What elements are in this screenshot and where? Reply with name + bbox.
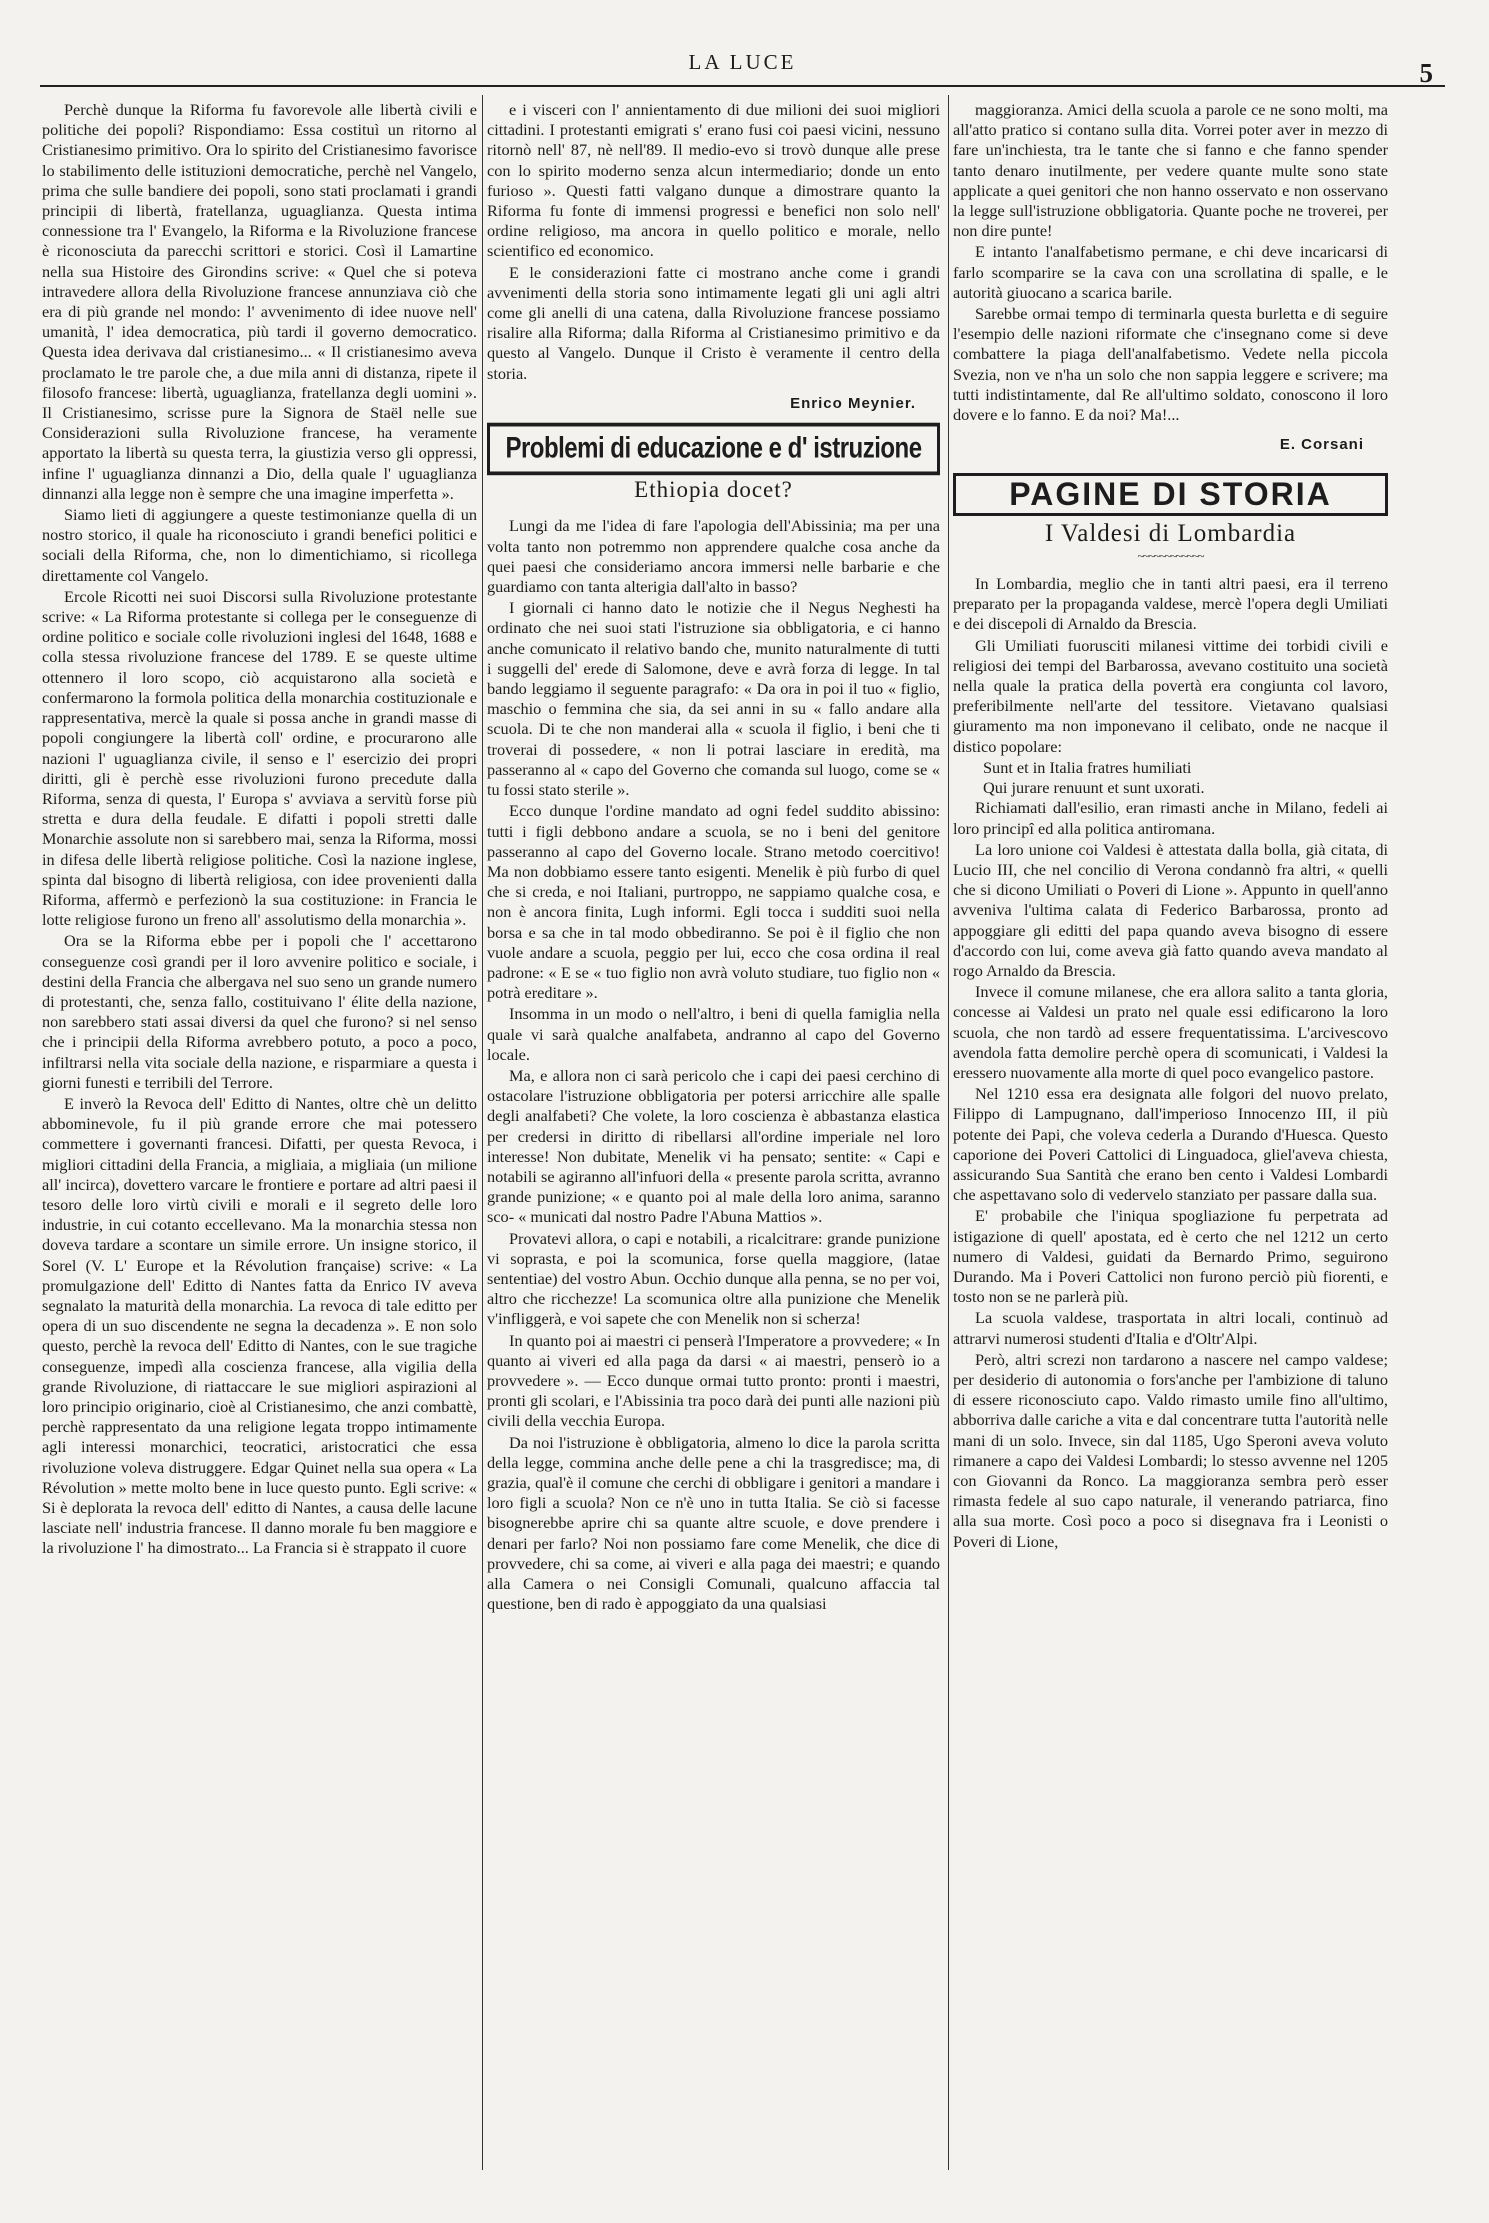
paragraph: Insomma in un modo o nell'altro, i beni di quella famiglia nella quale vi sarà qualche analfabeta, andranno al capo del Governo locale.: [487, 1004, 940, 1064]
newspaper-title: LA LUCE: [688, 50, 797, 74]
paragraph: E intanto l'analfabetismo permane, e chi deve incaricarsi di farlo scomparire se la cava con una scrollatina di spalle, e le autorità giuocano a scarica barile.: [953, 242, 1388, 302]
verse-line: Sunt et in Italia fratres humiliati: [983, 757, 1192, 777]
paragraph: Perchè dunque la Riforma fu favorevole alle libertà civili e politiche dei popoli? Rispondiamo: Essa costituì un ritorno al Cristianesimo primitivo. Ora lo spirito del Cristianesimo favorisce lo stabilimento delle istituzioni democratiche, perchè nel Vangelo, prima che sulle bandiere dei popoli, sono stati proclamati i grandi principii di libertà, fratellanza, uguaglianza. Questa intima connessione tra l' Evangelo, la Riforma e la Rivoluzione francese è riconosciuta da parecchi scrittori e storici. Così il Lamartine nella sua Histoire des Girondins scrive: « Quel che si poteva intravedere allora della Rivoluzione francese annunziava ciò che era di più grande nel mondo: l' avvenimento di idee nuove nell' umanità, l' idea democratica, più tardi il governo democratico. Questa idea derivava dal cristianesimo... « Il cristianesimo aveva proclamato le tre parole che, a due mila anni di distanza, ripete il filosofo francese: libertà, uguaglianza, fratellanza degli uomini ». Il Cristianesimo, scrisse pure la Signora de Staël nelle sue Considerazioni sulla Rivoluzione francese, ha veramente apportato la libertà su questa terra, la giustizia verso gli oppressi, infine l' uguaglianza dinnanzi a Dio, della quale l' uguaglianza dinnanzi alla legge non è sempre che una imagine imperfetta ».: [42, 100, 477, 503]
paragraph: I giornali ci hanno dato le notizie che il Negus Neghesti ha ordinato che nei suoi stati l'istruzione sia obbligatoria, e ci hanno anche comunicato il relativo bando che, munito naturalmente di tutti i suggelli del' erede di Salomone, deve e avrà forza di legge. In tal bando leggiamo il seguente paragrafo: « Da ora in poi il tuo « figlio, maschio o femmina che sia, da sei anni in su « fallo andare alla scuola. Di te che non manderai alla « scuola il figlio, i beni che ti troverai di possedere, « non li potrai lasciare in eredità, ma passeranno al « capo del Governo che comanda sul luogo, come se « tu fossi stato sterile ».: [487, 598, 940, 800]
paragraph: In Lombardia, meglio che in tanti altri paesi, era il terreno preparato per la propaganda valdese, mercè l'opera degli Umiliati e dei discepoli di Arnaldo da Brescia.: [953, 574, 1388, 634]
column-divider: [482, 95, 483, 2170]
column-1: [42, 100, 477, 2195]
paragraph: E le considerazioni fatte ci mostrano anche come i grandi avvenimenti della storia sono intimamente legati gli uni agli altri come gli anelli di una catena, dalla Rivoluzione francese possiamo risalire alla Riforma; dalla Riforma al Cristianesimo primitivo e da questo al Vangelo. Dunque il Cristo è veramente il centro della storia.: [487, 262, 940, 383]
decorative-divider: ~~~~~~~~~~~~: [1137, 548, 1204, 563]
paragraph: Gli Umiliati fuorusciti milanesi vittime dei torbidi civili e religiosi dei tempi del Barbarossa, avevano costituito una società nella quale la pratica della povertà era congiunta col lavoro, preferibilmente nell'arte del tessitore. Vietavano qualsiasi giuramento ma non imponevano il celibato, onde ne nacque il distico popolare:: [953, 635, 1388, 756]
page-header: [40, 40, 1445, 100]
section-heading: Problemi di educazione e d' istruzione: [487, 423, 940, 476]
column-3: [953, 100, 1388, 2195]
header-rule: [40, 85, 1445, 87]
paragraph: Siamo lieti di aggiungere a queste testimonianze quella di un nostro storico, il quale ha riconosciuto i grandi benefici politici e sociali della Riforma, che, non lo dimentichiamo, si ricollega direttamente col Vangelo.: [42, 505, 477, 585]
verse-line: Qui jurare renuunt et sunt uxorati.: [983, 778, 1205, 798]
article-title: Ethiopia docet?: [634, 477, 793, 503]
paragraph: Sarebbe ormai tempo di terminarla questa burletta e di seguire l'esempio delle nazioni riformate che c'insegnano come si deve combattere la piaga dell'analfabetismo. Vedete nella piccola Svezia, non ve n'ha un solo che non sappia leggere e scrivere; ma tutti indistintamente, dal Re all'ultimo soldato, conoscono il loro dovere e lo fanno. E da noi? Ma!...: [953, 304, 1388, 425]
paragraph: Lungi da me l'idea di fare l'apologia dell'Abissinia; ma per una volta tanto non potremmo non apprendere qualche cosa anche da quei paesi che consideriamo ancora immersi nelle barbarie e che guardiamo con tanta alterigia dall'alto in basso?: [487, 516, 940, 597]
paragraph: e i visceri con l' annientamento di due milioni dei suoi migliori cittadini. I protestanti emigrati s' erano fusi coi paesi vicini, nessuno ritornò nell' 87, nè nell'89. Il medio-evo si trovò dunque alle prese con lo spirito moderno senza alcun intermediario; donde un ento furioso ». Questi fatti valgano dunque a dimostrare quanto la Riforma fu fonte di immensi progressi e benefici non solo nell' ordine religioso, ma ancora in quello politico e morale, nello scientifico ed economico.: [487, 100, 940, 261]
paragraph: In quanto poi ai maestri ci penserà l'Imperatore a provvedere; « In quanto ai viveri ed alla paga da darsi « ai maestri, penserò io a provvedere ». — Ecco dunque ormai tutto pronto: pronti i maestri, pronti gli scolari, e l'Abissinia tra poco darà dei punti alle nazioni più civili della vecchia Europa.: [487, 1330, 940, 1431]
paragraph: La scuola valdese, trasportata in altri locali, continuò ad attrarvi numerosi studenti d'Italia e d'Oltr'Alpi.: [953, 1308, 1388, 1348]
paragraph: E inverò la Revoca dell' Editto di Nantes, oltre chè un delitto abbominevole, fu il più grande errore che mai potessero commettere i governanti francesi. Difatti, per questa Revoca, i migliori cittadini della Francia, a migliaia, a migliaia (un milione all' incirca), dovettero varcare le frontiere e portare ad altri paesi il tesoro delle loro virtù civili e morali e il segreto delle loro industrie, in cui cotanto eccellevano. Ma la monarchia stessa non doveva tardare a scontare un simile errore. Un insigne storico, il Sorel (V. L' Europe et la Révolution française) scrive: « La promulgazione dell' Editto di Nantes fatta da Enrico IV aveva segnalato la maturità della monarchia. La revoca di tale editto per opera di un suo discendente ne segna la decadenza ». E non solo questo, perchè la revoca dell' Editto di Nantes, con le sue tragiche conseguenze, impedì alla coscienza francese, alla vigilia della grande Rivoluzione, di riattaccare le sue migliori aspirazioni al loro principio originario, cioè al Cristianesimo, che anzi combattè, perchè rappresentato da una religione legata troppo intimamente agli interessi monarchici, teocratici, aristocratici che essa rivoluzione voleva distruggere. Edgar Quinet nella sua opera « La Révolution » mette molto bene in luce questo punto. Egli scrive: « Si è deplorata la revoca dell' editto di Nantes, a causa delle lacune lasciate nell' industria francese. Il danno morale fu ben maggiore e la rivoluzione l' ha dimostrato... La Francia si è strappato il cuore: [42, 1093, 477, 1558]
column-2: [487, 100, 940, 2195]
author-signature: E. Corsani: [1279, 436, 1364, 454]
paragraph: Ma, e allora non ci sarà pericolo che i capi dei paesi cerchino di ostacolare l'istruzione obbligatoria per potersi arricchire alle spalle degli analfabeti? Che volete, la loro coscienza è abbastanza elastica per credersi in diritto di ribellarsi all'ordine imperiale nel loro interesse! Non dubitate, Menelik vi ha pensato; sentite: « Capi e notabili se agiranno all'infuori della « presente parola scritta, avranno grande punizione; « e quanto poi al male della loro anima, saranno sco- « municati dal nostro Padre l'Abuna Mattios ».: [487, 1065, 940, 1227]
paragraph: La loro unione coi Valdesi è attestata dalla bolla, già citata, di Lucio III, che nel concilio di Verona condannò fra altri, « quelli che si dicono Umiliati o Poveri di Lione ». Appunto in quell'anno avveniva l'ultima calata di Federico Barbarossa, pronto ad appoggiare gli editti del papa quando aveva bisogno di essere d'accordo con lui, come aveva già fatto quando aveva mandato al rogo Arnaldo da Brescia.: [953, 839, 1388, 980]
author-signature: Enrico Meynier.: [790, 394, 916, 412]
paragraph: Invece il comune milanese, che era allora salito a tanta gloria, concesse ai Valdesi un prato nel quale essi edificarono la loro scuola, che non tardò ad essere frequentatissima. L'arcivescovo avendola fatta demolire perchè opera di scomunicati, i Valdesi la eressero nuovamente alla morte di quel poco evangelico pastore.: [953, 982, 1388, 1082]
paragraph: maggioranza. Amici della scuola a parole ce ne sono molti, ma all'atto pratico si contano sulla dita. Vorrei poter aver in mezzo di fare un'inchiesta, tra le tante che si fanno e che fanno spender tanto denaro inutilmente, per vedere quante multe sono state applicate a quei genitori che non hanno osservato e non osservano la legge sull'istruzione obbligatoria. Quante poche ne troverei, per non dire punte!: [953, 100, 1388, 241]
paragraph: Però, altri screzi non tardarono a nascere nel campo valdese; per desiderio di autonomia o fors'anche per l'ambizione di taluno di essere riconosciuto capo. Valdo rimasto umile fino all'ultimo, abborriva dalle cariche a vita e dal concentrare tutta l'autorità nelle mani di un solo. Invece, sin dal 1185, Ugo Speroni aveva voluto rimanere a capo dei Valdesi Lombardi; lo stesso avvenne nel 1205 con Giovanni da Ronco. La maggioranza sembra però esser rimasta fedele al suo capo naturale, il venerando patriarca, fino alla sua morte. Così poco a poco si disegnava fra i Leonisti o Poveri di Lione,: [953, 1349, 1388, 1551]
paragraph: Provatevi allora, o capi e notabili, a ricalcitrare: grande punizione vi soprasta, e poi la scomunica, forse quella maggiore, (latae sententiae) del vostro Abun. Occhio dunque alla penna, se no per voi, altro che ricchezze! La scomunica oltre alla punizione che Menelik v'infliggerà, e voi sapete che con Menelik non si scherza!: [487, 1228, 940, 1329]
section-heading: PAGINE DI STORIA: [953, 473, 1388, 515]
paragraph: Nel 1210 essa era designata alle folgori del nuovo prelato, Filippo di Lampugnano, dall'imperioso Innocenzo III, il più potente dei Papi, che voleva cederla a Durando d'Huesca. Questo caporione dei Poveri Cattolici di Linguadoca, gliel'aveva chiesta, assicurando Sua Santità che erano ben cento i Valdesi Lombardi che aspettavano solo di vedervelo stanziato per passare dalla sua.: [953, 1084, 1388, 1205]
article-title: I Valdesi di Lombardia: [1044, 519, 1297, 547]
paragraph: Ercole Ricotti nei suoi Discorsi sulla Rivoluzione protestante scrive: « La Riforma protestante si collega per le conseguenze di ordine politico e sociale colle rivoluzioni inglesi del 1648, 1688 e colla stessa rivoluzione francese del 1789. E se queste ultime ottennero il loro scopo, ciò acquistarono alla società e confermarono la formola politica della monarchia costituzionale e rappresentativa, mercè la quale si possa anche in grandi masse di popoli congiungere la libertà coll' ordine, e procurarono alle nazioni l' uguaglianza civile, il senso e l' esercizio dei propri diritti, gli è perchè esse rivoluzioni furono precedute dalla Riforma, senza di questa, l' Europa s' avviava a servitù forse più stretta e dura della feudale. E difatti i popoli stretti dalle Monarchie assolute non si sarebbero mai, senza la Riforma, mossi in difesa delle libertà religiose politiche. Così la nazione inglese, spinta dal bisogno di libertà religiosa, con idee provenienti dalla Riforma, affermò e perfezionò la sua costituzione: in Francia le lotte religiose furono un freno all' assolutismo della monarchia ».: [42, 586, 477, 930]
paragraph: E' probabile che l'iniqua spogliazione fu perpetrata ad istigazione di quell' apostata, ed è certo che nel 1212 un certo numero di Valdesi, guidati da Bernardo Primo, seguirono Durando. Ma i Poveri Cattolici non furono perciò più fiorenti, e tosto non se ne parlerà più.: [953, 1206, 1388, 1307]
page-number: 5: [1419, 58, 1433, 88]
paragraph: Richiamati dall'esilio, eran rimasti anche in Milano, fedeli ai loro principî ed alla politica antiromana.: [953, 798, 1388, 838]
paragraph: Ecco dunque l'ordine mandato ad ogni fedel suddito abissino: tutti i figli debbono andare a scuola, se no i beni del genitore passeranno al capo del Governo locale. Strano metodo coercitivo! Ma non dobbiamo essere tanto esigenti. Menelik è più furbo di quel che si creda, e noi Italiani, purtroppo, ne sappiamo qualche cosa, e non è ancora finita, Lugh informi. Egli tocca i sudditi suoi nella borsa e sa che in tal modo obbediranno. Se poi è il figlio che non vuole andare a scuola, peggio per lui, ecco che cosa ordina il real padrone: « E se « tuo figlio non avrà voluto studiare, tuo figlio non « potrà ereditare ».: [487, 801, 940, 1003]
column-divider: [948, 95, 949, 2170]
paragraph: Ora se la Riforma ebbe per i popoli che l' accettarono conseguenze così grandi per il loro avvenire politico e sociale, i destini della Francia che albergava nel suo seno un grande numero di protestanti, che, senza fallo, costituivano l' élite della nazione, non sarebbero stati assai diversi da quel che furono? si nel senso che i principii della Riforma avrebbero potuto, a poco a poco, infiltrarsi nella vita sociale della nazione, e risparmiare a questa i giorni funesti e terribili del Terrore.: [42, 931, 477, 1092]
paragraph: Da noi l'istruzione è obbligatoria, almeno lo dice la parola scritta della legge, commina anche delle pene a chi la trasgredisce; ma, di grazia, qual'è il comune che cerchi di obbligare i genitori a mandare i loro figli a scuola? Non ce n'è uno in tutta Italia. Se ciò si facesse bisognerebbe aprire chi sa quante altre scuole, e dove prendere i denari per farlo? Noi non possiamo fare come Menelik, che dice di provvedere, chi sa come, ai viveri e alla paga dei maestri; e quando alla Camera o nei Consigli Comunali, qualcuno affaccia tal questione, ben di rado è appoggiato da una qualsiasi: [487, 1432, 940, 1614]
